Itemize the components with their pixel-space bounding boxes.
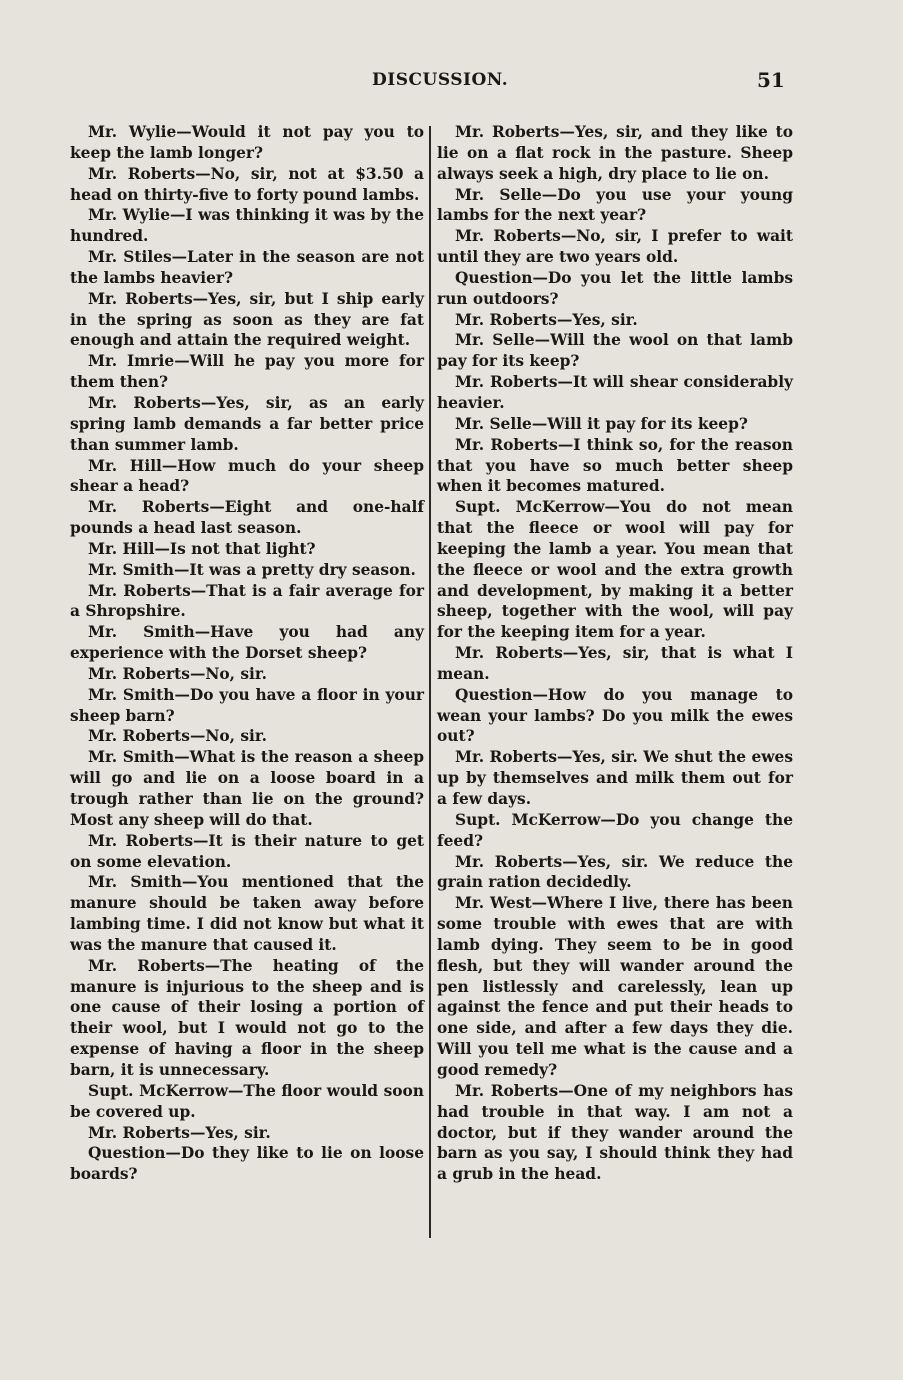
paragraph: Mr. Wylie—I was thinking it was by the hundred. [70, 206, 424, 246]
paragraph: Question—Do they like to lie on loose boards? [70, 1144, 424, 1184]
paragraph: Mr. Smith—Do you have a floor in your sheep barn? [70, 685, 424, 725]
paragraph: Supt. McKerrow—Do you change the feed? [437, 810, 793, 850]
left-column [70, 122, 424, 1185]
column-divider [429, 126, 431, 1238]
paragraph: Mr. Imrie—Will he pay you more for them then? [70, 352, 424, 392]
paragraph: Mr. Roberts—Eight and one-half pounds a head last season. [70, 498, 424, 538]
paragraph: Mr. Roberts—Yes, sir, but I ship early in the spring as soon as they are fat enough and attain the required weight. [70, 289, 424, 350]
paragraph: Mr. Smith—You mentioned that the manure should be taken away before lambing time. I did not know but what it was the manure that caused it. [70, 873, 424, 954]
paragraph: Mr. Roberts—It will shear considerably heavier. [437, 373, 793, 412]
section-title: DISCUSSION. [372, 70, 509, 90]
paragraph: Mr. Hill—How much do your sheep shear a head? [70, 456, 424, 496]
paragraph: Mr. Roberts—That is a fair average for a Shropshire. [70, 581, 424, 621]
paragraph: Mr. Roberts—No, sir. [88, 727, 267, 746]
running-header [0, 70, 903, 100]
paragraph: Mr. Roberts—Yes, sir. We shut the ewes up by themselves and milk them out for a few days. [437, 748, 793, 808]
page-number: 51 [757, 68, 785, 92]
paragraph: Mr. Roberts—One of my neighbors has had trouble in that way. I am not a doctor, but if they wander around the barn as you say, I should think they had a grub in the head. [437, 1081, 793, 1184]
paragraph: Supt. McKerrow—The floor would soon be covered up. [70, 1081, 424, 1121]
paragraph: Mr. Roberts—The heating of the manure is injurious to the sheep and is one cause of their losing a portion of their wool, but I would not go to the expense of having a floor in the sheep barn, it is unnecessary. [70, 956, 424, 1079]
paragraph: Mr. Smith—It was a pretty dry season. [88, 560, 416, 579]
paragraph: Mr. Stiles—Later in the season are not the lambs heavier? [70, 248, 424, 287]
paragraph: Mr. Roberts—It is their nature to get on some elevation. [70, 831, 424, 871]
paragraph: Mr. Wylie—Would it not pay you to keep the lamb longer? [70, 123, 424, 162]
paragraph: Supt. McKerrow—You do not mean that the fleece or wool will pay for keeping the lamb a year. You mean that the fleece or wool and the extra growth and development, by making it a better sheep, together with the wool, will pay for the keeping item for a year. [437, 498, 793, 642]
paragraph: Mr. Roberts—Yes, sir, and they like to lie on a flat rock in the pasture. Sheep always seek a high, dry place to lie on. [437, 123, 793, 183]
paragraph: Mr. Smith—What is the reason a sheep will go and lie on a loose board in a trough rather than lie on the ground? Most any sheep will do that. [70, 748, 424, 829]
paragraph: Mr. Selle—Will it pay for its keep? [455, 414, 748, 433]
paragraph: Mr. Smith—Have you had any experience with the Dorset sheep? [70, 623, 424, 663]
paragraph: Mr. Roberts—Yes, sir, as an early spring lamb demands a far better price than summer lamb. [70, 393, 424, 454]
paragraph: Mr. Roberts—Yes, sir. [88, 1123, 271, 1142]
paragraph: Mr. Selle—Will the wool on that lamb pay for its keep? [437, 331, 793, 371]
paragraph: Mr. Selle—Do you use your young lambs for the next year? [437, 185, 793, 225]
paragraph: Mr. Hill—Is not that light? [88, 539, 316, 558]
paragraph: Mr. Roberts—Yes, sir. We reduce the grain ration decidedly. [437, 852, 793, 892]
paragraph: Mr. Roberts—Yes, sir. [455, 310, 638, 329]
paragraph: Question—How do you manage to wean your lambs? Do you milk the ewes out? [437, 685, 793, 746]
paragraph: Mr. Roberts—No, sir, not at $3.50 a head on thirty-five to forty pound lambs. [70, 164, 424, 204]
paragraph: Mr. West—Where I live, there has been some trouble with ewes that are with lamb dying. They seem to be in good flesh, but they will wander around the pen listlessly and carelessly, lean up against the fence and put their heads to one side, and after a few days they die. Will you tell me what is the cause and a good remedy? [437, 894, 793, 1079]
paragraph: Mr. Roberts—I think so, for the reason that you have so much better sheep when it becomes matured. [437, 435, 793, 496]
paragraph: Question—Do you let the little lambs run outdoors? [437, 268, 793, 308]
paragraph: Mr. Roberts—No, sir. [88, 664, 267, 683]
right-column [437, 122, 793, 1185]
paragraph: Mr. Roberts—Yes, sir, that is what I mean. [437, 644, 793, 683]
paragraph: Mr. Roberts—No, sir, I prefer to wait until they are two years old. [437, 227, 793, 267]
